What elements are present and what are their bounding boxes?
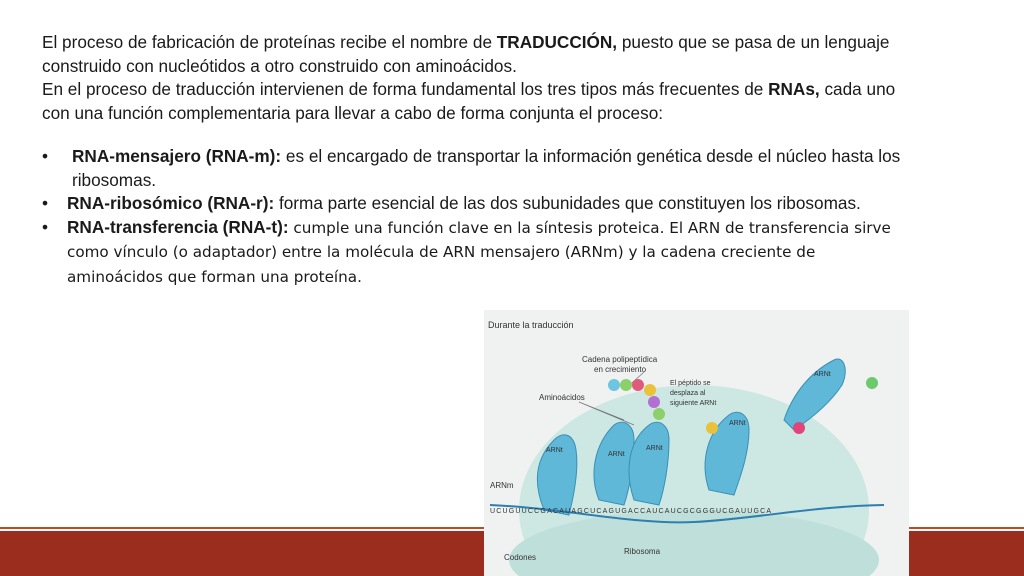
figure-title: Durante la traducción bbox=[488, 320, 574, 330]
list-item-rna-t bbox=[42, 216, 902, 290]
amino-acid bbox=[644, 384, 656, 396]
amino-acid bbox=[620, 379, 632, 391]
label-arnt-2: ARNt bbox=[608, 451, 625, 458]
amino-acid bbox=[608, 379, 620, 391]
label-arnm: ARNm bbox=[490, 481, 514, 490]
rna-types-list bbox=[42, 145, 902, 289]
rna-m-term: RNA-mensajero (RNA-m): bbox=[72, 146, 282, 166]
label-peptide-2: desplaza al bbox=[670, 390, 706, 397]
amino-acid bbox=[632, 379, 644, 391]
intro-text bbox=[42, 31, 902, 125]
label-chain-2: en crecimiento bbox=[594, 365, 647, 374]
rna-r-term: RNA-ribosómico (RNA-r): bbox=[67, 193, 275, 213]
label-arnt-3: ARNt bbox=[646, 445, 663, 452]
rna-t-term: RNA-transferencia (RNA-t): bbox=[67, 216, 289, 237]
rna-m-text: es el encargado de transportar la información genética desde el núcleo hasta los ribosomas. bbox=[72, 146, 901, 190]
amino-acid bbox=[706, 422, 718, 434]
intro-text-2b: cada uno con una función complementaria para llevar a cabo de forma conjunta el proceso: bbox=[42, 79, 896, 123]
intro-text-1a: El proceso de fabricación de proteínas recibe el nombre de bbox=[42, 32, 497, 52]
label-arnt-1: ARNt bbox=[546, 447, 563, 454]
label-aminoacids: Aminoácidos bbox=[539, 393, 585, 402]
trna-5 bbox=[784, 359, 845, 430]
mrna-sequence: UCUGUUCCGACAUAGCUCAGUGACCAUCAUCGCGGGUCGAUUGCA bbox=[490, 508, 773, 515]
label-arnt-5: ARNt bbox=[814, 371, 831, 378]
label-arnt-4: ARNt bbox=[729, 420, 746, 427]
label-codones: Codones bbox=[504, 553, 537, 562]
amino-acid bbox=[648, 396, 660, 408]
translation-figure bbox=[484, 310, 909, 576]
amino-acid bbox=[793, 422, 805, 434]
label-chain: Cadena polipeptídica bbox=[582, 355, 658, 364]
amino-acid bbox=[866, 377, 878, 389]
traduccion-term: TRADUCCIÓN, bbox=[496, 32, 618, 52]
label-ribosoma: Ribosoma bbox=[624, 547, 661, 556]
list-item-rna-r bbox=[42, 192, 902, 216]
list-item-rna-m bbox=[42, 145, 902, 192]
label-peptide-3: siguiente ARNt bbox=[670, 400, 717, 407]
amino-acid bbox=[653, 408, 665, 420]
label-peptide-1: El péptido se bbox=[670, 380, 711, 387]
intro-text-1b: puesto que se pasa de un lenguaje construido con nucleótidos a otro construido con aminoácidos. bbox=[42, 32, 890, 76]
rnas-term: RNAs, bbox=[768, 79, 820, 99]
translation-diagram bbox=[484, 310, 909, 576]
intro-text-2a: En el proceso de traducción intervienen de forma fundamental los tres tipos más frecuentes de bbox=[42, 79, 769, 99]
rna-r-text: forma parte esencial de las dos subunidades que constituyen los ribosomas. bbox=[274, 193, 861, 213]
rna-t-text: cumple una función clave en la síntesis proteica. El ARN de transferencia sirve como vínculo (o adaptador) entre la molécula de ARN mensajero (ARNm) y la cadena creciente de aminoácidos que forman una proteína. bbox=[67, 218, 891, 286]
